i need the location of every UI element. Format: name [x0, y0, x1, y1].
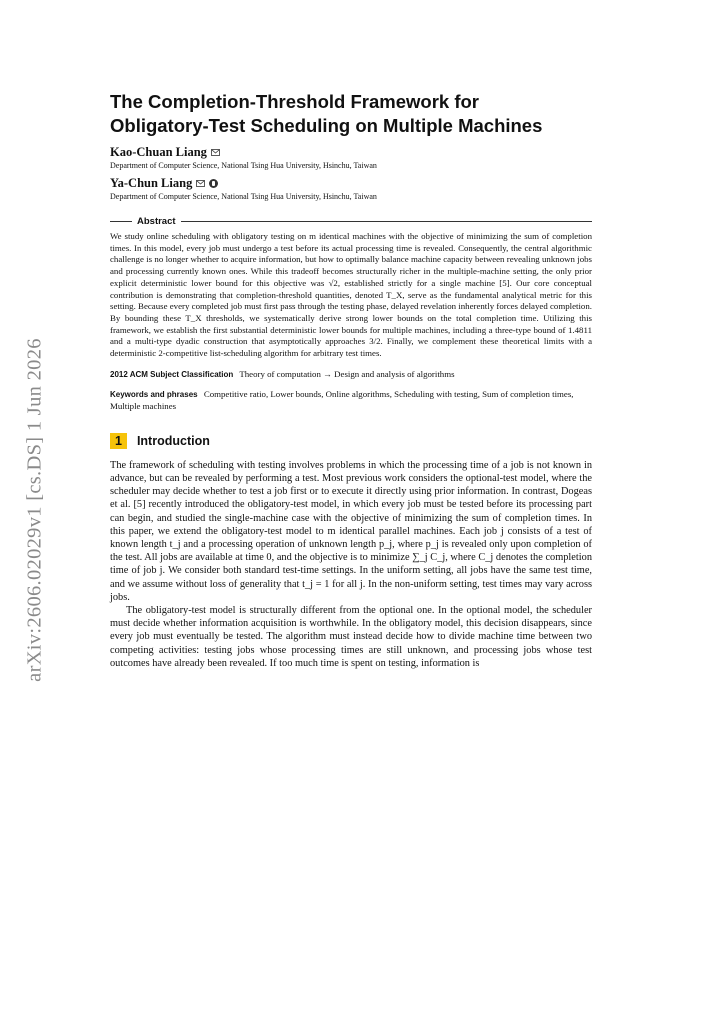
acm-classification	[110, 369, 592, 381]
author-block	[110, 175, 592, 202]
title-line-1: The Completion-Threshold Framework for	[110, 91, 479, 112]
paper-page	[110, 90, 592, 670]
author-line	[110, 144, 592, 160]
section-title: Introduction	[136, 433, 210, 448]
acm-label: 2012 ACM Subject Classification	[110, 369, 234, 379]
abstract-heading-label: Abstract	[137, 216, 176, 227]
abstract-rule-left	[110, 221, 132, 222]
arxiv-sidebar	[20, 300, 50, 720]
acm-value: Theory of computation → Design and analysis of algorithms	[239, 368, 455, 379]
author-affiliation: Department of Computer Science, National Tsing Hua University, Hsinchu, Taiwan	[110, 192, 377, 201]
author-affiliation: Department of Computer Science, National Tsing Hua University, Hsinchu, Taiwan	[110, 161, 377, 170]
paper-title	[110, 90, 592, 138]
author-block	[110, 144, 592, 171]
paragraph: The obligatory-test model is structurally different from the optional one. In the optional model, the scheduler must decide whether information acquisition is worthwhile. In the obligatory model, this decision disappears, since every job must eventually be tested. The algorithm must instead decide how to divide machine time between two competing activities: testing jobs whose processing times are still unknown, and processing jobs whose test outcomes have already been revealed. If too much time is spent on testing, information is	[110, 605, 592, 669]
paragraph: The framework of scheduling with testing involves problems in which the processing time of a job is not known in advance, but can be revealed by performing a test. Most previous work considers the optional-test model, where the scheduler may decide whether to test a job first or to execute it directly using prior information. In contrast, Dogeas et al. [5] recently introduced the obligatory-test model, in which every job must be tested before its processing part can begin, and studied the single-machine case with the objective of minimizing the sum of completion times. In this paper, we extend the obligatory-test model to m identical parallel machines. Each job j consists of a test of known length t_j and a processing operation of unknown length p_j, where p_j is revealed only upon completion of the test. All jobs are available at time 0, and the objective is to minimize ∑_j C_j, where C_j denotes the completion time of job j. We consider both standard test-time settings. In the uniform setting, all jobs have the same test time, and we assume without loss of generality that t_j = 1 for all j. In the non-uniform setting, test times may vary across jobs.	[110, 459, 592, 603]
orcid-icon[interactable]	[209, 179, 218, 188]
abstract-rule-right	[181, 221, 592, 222]
keywords	[110, 389, 592, 412]
section-number: 1	[110, 433, 127, 449]
email-icon[interactable]	[211, 149, 220, 156]
keywords-value: Competitive ratio, Lower bounds, Online algorithms, Scheduling with testing, Sum of completion times, Multiple machines	[110, 389, 574, 412]
keywords-label: Keywords and phrases	[110, 390, 198, 400]
author-name: Ya-Chun Liang	[110, 176, 193, 190]
title-line-2: Obligatory-Test Scheduling on Multiple Machines	[110, 115, 543, 136]
author-name: Kao-Chuan Liang	[110, 145, 207, 159]
section-heading	[110, 433, 592, 449]
abstract-heading	[110, 216, 592, 227]
arxiv-identifier: arXiv:2606.02029v1 [cs.DS] 1 Jun 2026	[23, 338, 46, 682]
abstract-text: We study online scheduling with obligatory testing on m identical machines with the objective of minimizing the sum of completion times. In this model, every job must undergo a test before its actual processing time is revealed. Consequently, the central algorithmic challenge is no longer whether to acquire information, but how to optimally balance machine capacity between revealing unknown jobs and processing currently known ones. While this tradeoff becomes structurally richer in the multiple-machine setting, the only prior explicit deterministic lower bound for this objective was √2, established strictly for a single machine [5]. Our core conceptual contribution is demonstrating that completion-threshold quantities, denoted T_X, serve as the fundamental analytical metric for this setting. Because every completed job must first pass through the testing phase, delayed revelation inherently forces delayed completion. By bounding these T_X thresholds, we systematically derive strong lower bounds on the total completion time. Utilizing this framework, we establish the first substantial deterministic lower bounds for multiple machines, including a three-type bound of 1.4811 and a multi-type dyadic construction that asymptotically approaches 3/2. Finally, we complement these theoretical limits with a deterministic 2-competitive list-scheduling algorithm for arbitrary test times.	[110, 231, 592, 359]
email-icon[interactable]	[196, 180, 205, 187]
author-line	[110, 175, 592, 191]
